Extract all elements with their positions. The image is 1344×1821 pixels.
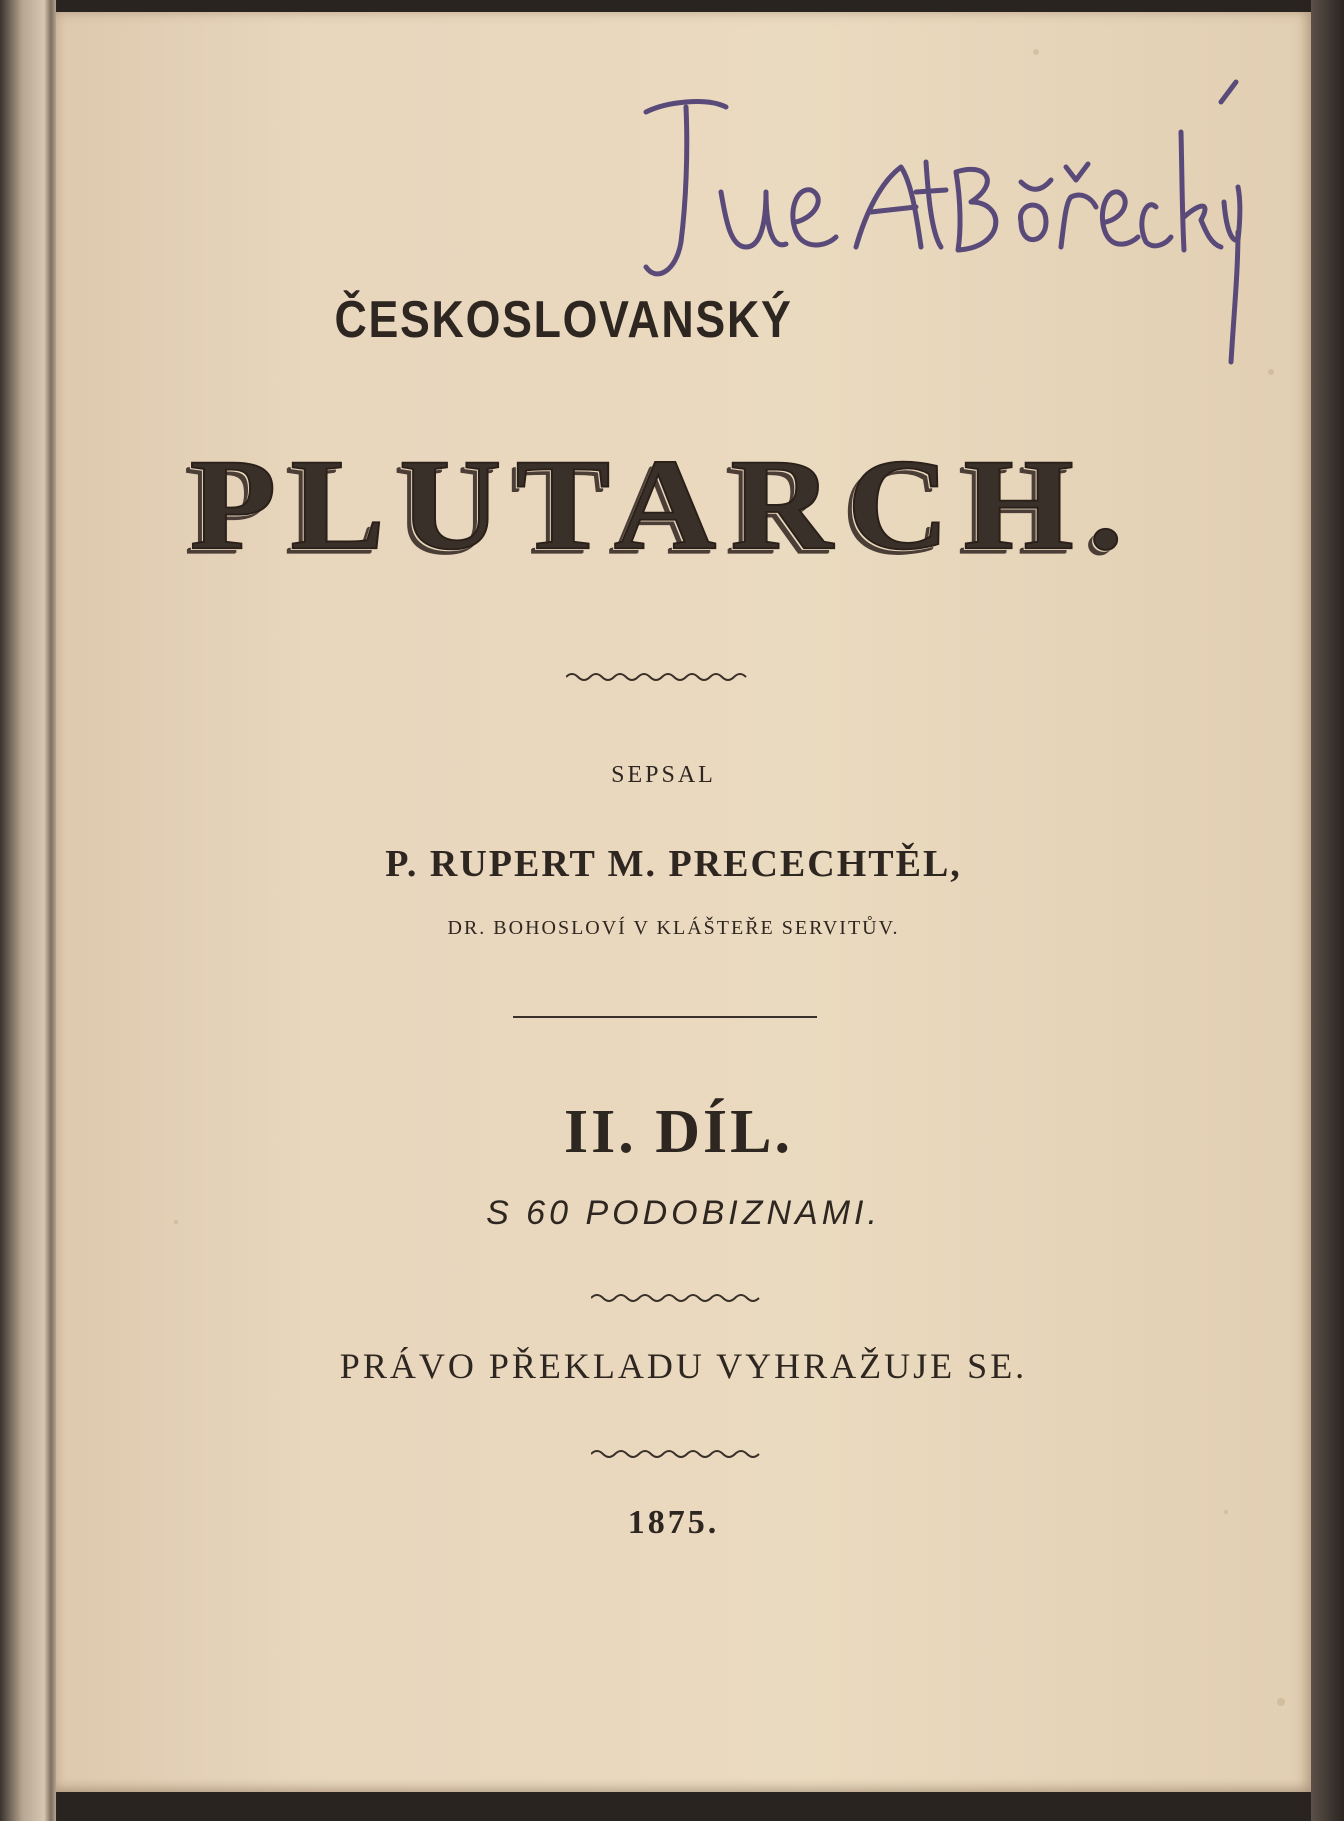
ornament-squiggle-2 — [591, 1288, 771, 1308]
title-line-1: ČESKOSLOVANSKÝ — [334, 291, 793, 349]
publication-year: 1875. — [627, 1504, 720, 1541]
title-page — [56, 12, 1311, 1792]
volume-subtitle: S 60 PODOBIZNAMI. — [486, 1194, 881, 1232]
divider-rule — [513, 1016, 817, 1018]
volume-part: II. DÍL. — [563, 1098, 793, 1166]
book-cover-edge — [1311, 0, 1344, 1821]
author-name: P. RUPERT M. PRECECHTĚL, — [385, 843, 962, 885]
byline-label: SEPSAL — [611, 762, 716, 788]
ornament-squiggle-3 — [591, 1444, 771, 1464]
author-title: DR. BOHOSLOVÍ V KLÁŠTEŘE SERVITŮV. — [447, 917, 900, 939]
ornament-squiggle-1 — [566, 667, 766, 687]
rights-notice: PRÁVO PŘEKLADU VYHRAŽUJE SE. — [339, 1346, 1028, 1386]
title-main: PLUTARCH. — [189, 431, 1138, 577]
